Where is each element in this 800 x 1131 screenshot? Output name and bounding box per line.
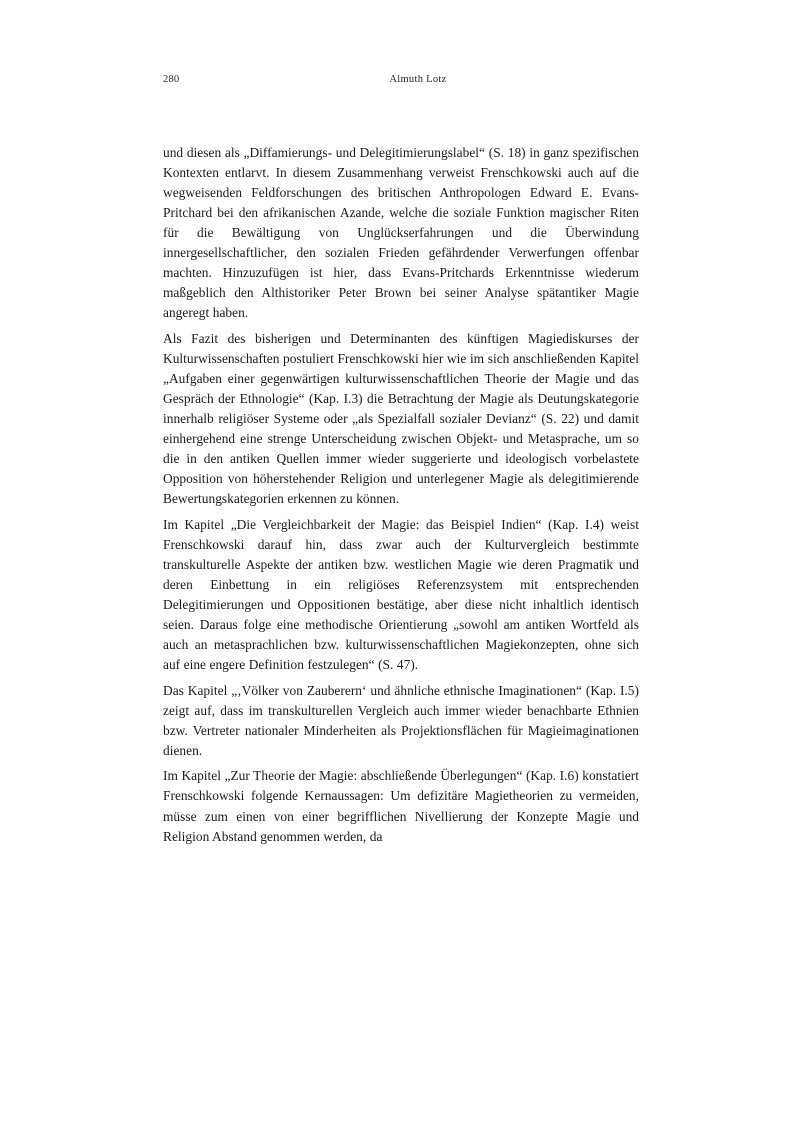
running-head-author: Almuth Lotz (389, 74, 447, 85)
body-paragraph: Als Fazit des bisherigen und Determinanten des künftigen Magiediskurses der Kulturwissenschaften postuliert Frenschkowski hier wie im sich anschließenden Kapitel „Aufgaben einer gegenwärtigen kulturwissenschaftlichen Theorie der Magie und das Gespräch der Ethnologie“ (Kap. I.3) die Betrachtung der Magie als Deutungskategorie innerhalb religiöser Systeme oder „als Spezialfall sozialer Devianz“ (S. 22) und damit einhergehend eine strenge Unterscheidung zwischen Objekt- und Metasprache, um so die in den antiken Quellen immer wieder suggerierte und ideologisch vorbelastete Opposition von höherstehender Religion und unterlegener Magie als delegitimierende Bewertungskategorien erkennen zu können. (163, 330, 639, 507)
page-number: 280 (163, 74, 180, 85)
body-paragraph: Im Kapitel „Die Vergleichbarkeit der Magie: das Beispiel Indien“ (Kap. I.4) weist Frenschkowski darauf hin, dass zwar auch der Kulturvergleich bestimmte transkulturelle Aspekte der antiken bzw. westlichen Magie wie deren Pragmatik und deren Einbettung in ein religiöses Referenzsystem mit entsprechenden Delegitimierungen und Oppositionen bestätige, aber diese nicht inhaltlich identisch seien. Daraus folge eine methodische Orientierung „sowohl am antiken Wortfeld als auch an metasprachlichen bzw. kulturwissenschaftlichen Magiekonzepten, ohne sich auf eine engere Definition festzulegen“ (S. 47). (163, 516, 639, 673)
body-paragraph: und diesen als „Diffamierungs- und Delegitimierungslabel“ (S. 18) in ganz spezifischen Kontexten entlarvt. In diesem Zusammenhang verweist Frenschkowski auch auf die wegweisenden Feldforschungen des britischen Anthropologen Edward E. Evans-Pritchard bei den afrikanischen Azande, welche die soziale Funktion magischer Riten für die Bewältigung von Unglückserfahrungen und die Überwindung innergesellschaftlicher, den sozialen Frieden gefährdender Verwerfungen offenbar machten. Hinzuzufügen ist hier, dass Evans-Pritchards Erkenntnisse wiederum maßgeblich den Althistoriker Peter Brown bei seiner Analyse spätantiker Magie angeregt haben. (163, 145, 639, 321)
body-paragraph: Das Kapitel „‚Völker von Zauberern‘ und ähnliche ethnische Imaginationen“ (Kap. I.5) zeigt auf, dass im transkulturellen Vergleich auch immer wieder benachbarte Ethnien bzw. Vertreter nationaler Minderheiten als Projektionsflächen für Magieimaginationen dienen. (163, 682, 639, 758)
body-paragraph: Im Kapitel „Zur Theorie der Magie: abschließende Überlegungen“ (Kap. I.6) konstatiert Frenschkowski folgende Kernaussagen: Um defizitäre Magietheorien zu vermeiden, müsse zum einen von einer begrifflichen Nivellierung der Konzepte Magie und Religion Abstand genommen werden, da (163, 768, 639, 844)
body-text-block (163, 143, 639, 847)
page-running-header (163, 72, 638, 88)
